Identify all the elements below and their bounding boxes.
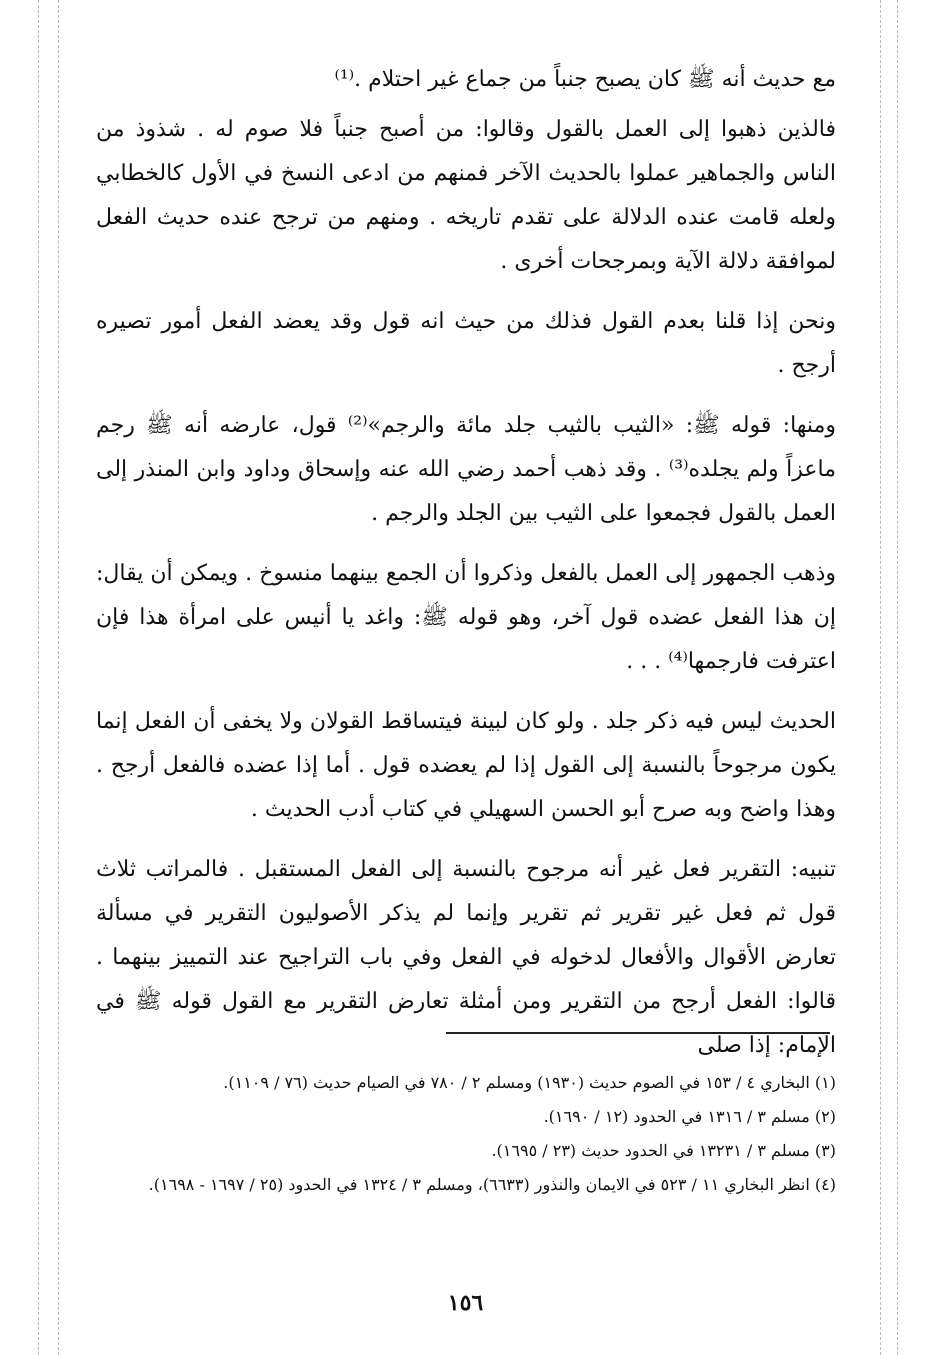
footnote-4: (٤) انظر البخاري ١١ / ٥٢٣ في الايمان والنذور (٦٦٣٣)، ومسلم ٣ / ١٣٢٤ في الحدود (٢٥ / ١٦٩٧ - ١٦٩٨). bbox=[148, 1175, 836, 1194]
paragraph-7: تنبيه: التقرير فعل غير أنه مرجوح بالنسبة إلى الفعل المستقبل . فالمراتب ثلاث قول ثم فعل غير تقرير ثم تقرير وإنما لم يذكر الأصوليون التقرير في مسألة تعارض الأقوال والأفعال لدخوله في الفعل وفي باب التراجيح عند التمييز بينهما . قالوا: الفعل أرجح من التقرير ومن أمثلة تعارض التقرير مع القول قوله ﷺ في الإمام: إذا صلى bbox=[96, 857, 836, 1058]
page-number: ١٥٦ bbox=[447, 1290, 484, 1316]
footnote-2: (٢) مسلم ٣ / ١٣١٦ في الحدود (١٢ / ١٦٩٠). bbox=[543, 1107, 836, 1126]
footnotes bbox=[100, 1066, 836, 1202]
footnote-1: (١) البخاري ٤ / ١٥٣ في الصوم حديث (١٩٣٠) ومسلم ٢ / ٧٨٠ في الصيام حديث (٧٦ / ١١٠٩). bbox=[223, 1073, 836, 1092]
footnote-separator bbox=[446, 1032, 830, 1034]
footnote-3: (٣) مسلم ٣ / ١٣٢٣١ في الحدود حديث (٢٣ / ١٦٩٥). bbox=[491, 1141, 836, 1160]
left-margin-guide-outer bbox=[38, 0, 39, 1355]
paragraph-5: وذهب الجمهور إلى العمل بالفعل وذكروا أن الجمع بينهما منسوخ . ويمكن أن يقال: إن هذا الفعل عضده قول آخر، وهو قوله ﷺ: واغد يا أنيس على امرأة هذا فإن اعترفت فارجمها⁽⁴⁾ . . . bbox=[96, 561, 836, 674]
paragraph-6: الحديث ليس فيه ذكر جلد . ولو كان لبينة فيتساقط القولان ولا يخفى أن الفعل إنما يكون مرجوحاً بالنسبة إلى القول إذا لم يعضده قول . أما إذا عضده فالفعل أرجح . وهذا واضح وبه صرح أبو الحسن السهيلي في كتاب أدب الحديث . bbox=[96, 709, 836, 822]
right-margin-guide-outer bbox=[897, 0, 898, 1355]
page-body bbox=[96, 58, 836, 1084]
right-margin-guide-inner bbox=[880, 0, 881, 1355]
paragraph-4: ومنها: قوله ﷺ: «الثيب بالثيب جلد مائة والرجم»⁽²⁾ قول، عارضه أنه ﷺ رجم ماعزاً ولم يجلده⁽³⁾ . وقد ذهب أحمد رضي الله عنه وإسحاق وداود وابن المنذر إلى العمل بالقول فجمعوا على الثيب بين الجلد والرجم . bbox=[96, 413, 837, 526]
paragraph-1: مع حديث أنه ﷺ كان يصبح جنباً من جماع غير احتلام .⁽¹⁾ bbox=[334, 67, 836, 92]
paragraph-3: ونحن إذا قلنا بعدم القول فذلك من حيث انه قول وقد يعضد الفعل أمور تصيره أرجح . bbox=[96, 309, 836, 378]
paragraph-2: فالذين ذهبوا إلى العمل بالقول وقالوا: من أصبح جنباً فلا صوم له . شذوذ من الناس والجماهير عملوا بالحديث الآخر فمنهم من ادعى النسخ في الأول كالخطابي ولعله قامت عنده الدلالة على تقدم تاريخه . ومنهم من ترجح عنده حديث الفعل لموافقة دلالة الآية وبمرجحات أخرى . bbox=[96, 117, 836, 274]
left-margin-guide-inner bbox=[58, 0, 59, 1355]
